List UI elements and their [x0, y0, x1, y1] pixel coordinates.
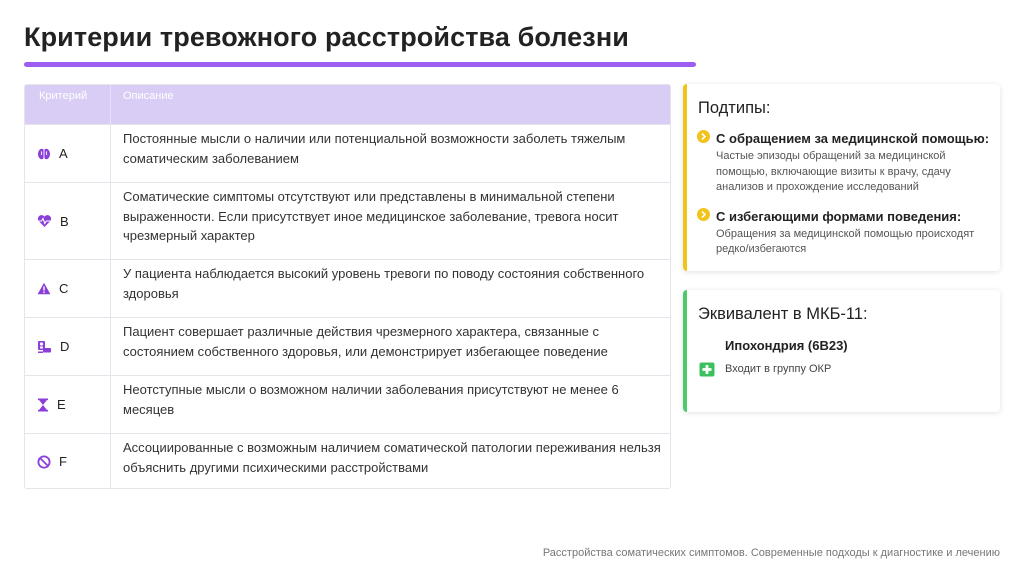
criterion-cell	[25, 125, 111, 182]
warning-icon	[37, 282, 51, 295]
criterion-description: Ассоциированные с возможным наличием соматической патологии переживания нельзя объяснить другими психическими расстройствами	[123, 440, 661, 475]
subtypes-heading: Подтипы:	[698, 99, 771, 117]
subtype-title: С обращением за медицинской помощью:	[716, 131, 990, 146]
criterion-description: Неотступные мысли о возможном наличии заболевания присутствуют не менее 6 месяцев	[123, 382, 619, 417]
icd-diagnosis: Ипохондрия (6B23)	[725, 338, 848, 353]
subtype-item	[697, 208, 992, 258]
criterion-letter: F	[59, 454, 67, 469]
title-underline	[24, 62, 696, 67]
subtype-description: Обращения за медицинской помощью происходят редко/избегаются	[716, 227, 975, 255]
criterion-description: Соматические симптомы отсутствуют или представлены в минимальной степени выраженности. Если присутствует иное медицинское заболевание, тревога носит чрезмерный характер	[123, 189, 619, 243]
medical-kit-icon	[699, 361, 715, 377]
icd-note: Входит в группу ОКР	[725, 363, 832, 375]
icd-card	[683, 290, 1000, 412]
heartbeat-icon	[37, 214, 52, 228]
criterion-description: Постоянные мысли о наличии или потенциальной возможности заболеть тяжелым соматическим заболеванием	[123, 131, 626, 166]
table-row	[25, 124, 670, 182]
icd-note-row	[699, 361, 1000, 377]
criterion-cell	[25, 260, 111, 317]
header-criterion: Критерий	[25, 85, 111, 124]
subtype-item	[697, 130, 992, 196]
criterion-letter: E	[57, 397, 66, 412]
criterion-letter: C	[59, 281, 69, 296]
subtypes-card	[683, 84, 1000, 271]
table-header	[25, 85, 670, 124]
criteria-table	[24, 84, 671, 489]
ban-icon	[37, 455, 51, 469]
chevron-right-icon	[697, 130, 710, 143]
subtype-description: Частые эпизоды обращений за медицинской помощью, включающие визиты к врачу, сдачу анализов и прохождение исследований	[716, 150, 951, 193]
table-row	[25, 375, 670, 433]
criterion-letter: B	[60, 213, 69, 229]
criterion-cell	[25, 434, 111, 489]
table-row	[25, 317, 670, 375]
criterion-description: У пациента наблюдается высокий уровень тревоги по поводу состояния собственного здоровья	[123, 266, 645, 301]
table-row	[25, 259, 670, 317]
criterion-letter: A	[59, 146, 68, 161]
chevron-right-icon	[697, 208, 710, 221]
header-description: Описание	[123, 90, 174, 102]
page-title: Критерии тревожного расстройства болезни	[24, 22, 629, 52]
subtype-title: С избегающими формами поведения:	[716, 208, 962, 224]
hourglass-icon	[37, 398, 49, 412]
criterion-letter: D	[60, 339, 70, 354]
criterion-description: Пациент совершает различные действия чрезмерного характера, связанные с состоянием собственного здоровья, или демонстрирует избегающее поведение	[123, 324, 608, 359]
criterion-cell	[25, 318, 111, 375]
criterion-cell	[25, 376, 111, 433]
brain-icon	[37, 147, 51, 161]
icd-heading: Эквивалент в МКБ-11:	[698, 305, 868, 323]
table-row	[25, 433, 670, 489]
table-row	[25, 182, 670, 259]
criterion-cell	[25, 183, 111, 259]
footer-caption: Расстройства соматических симптомов. Современные подходы к диагностике и лечению	[542, 547, 1000, 559]
patient-icon	[37, 340, 52, 354]
